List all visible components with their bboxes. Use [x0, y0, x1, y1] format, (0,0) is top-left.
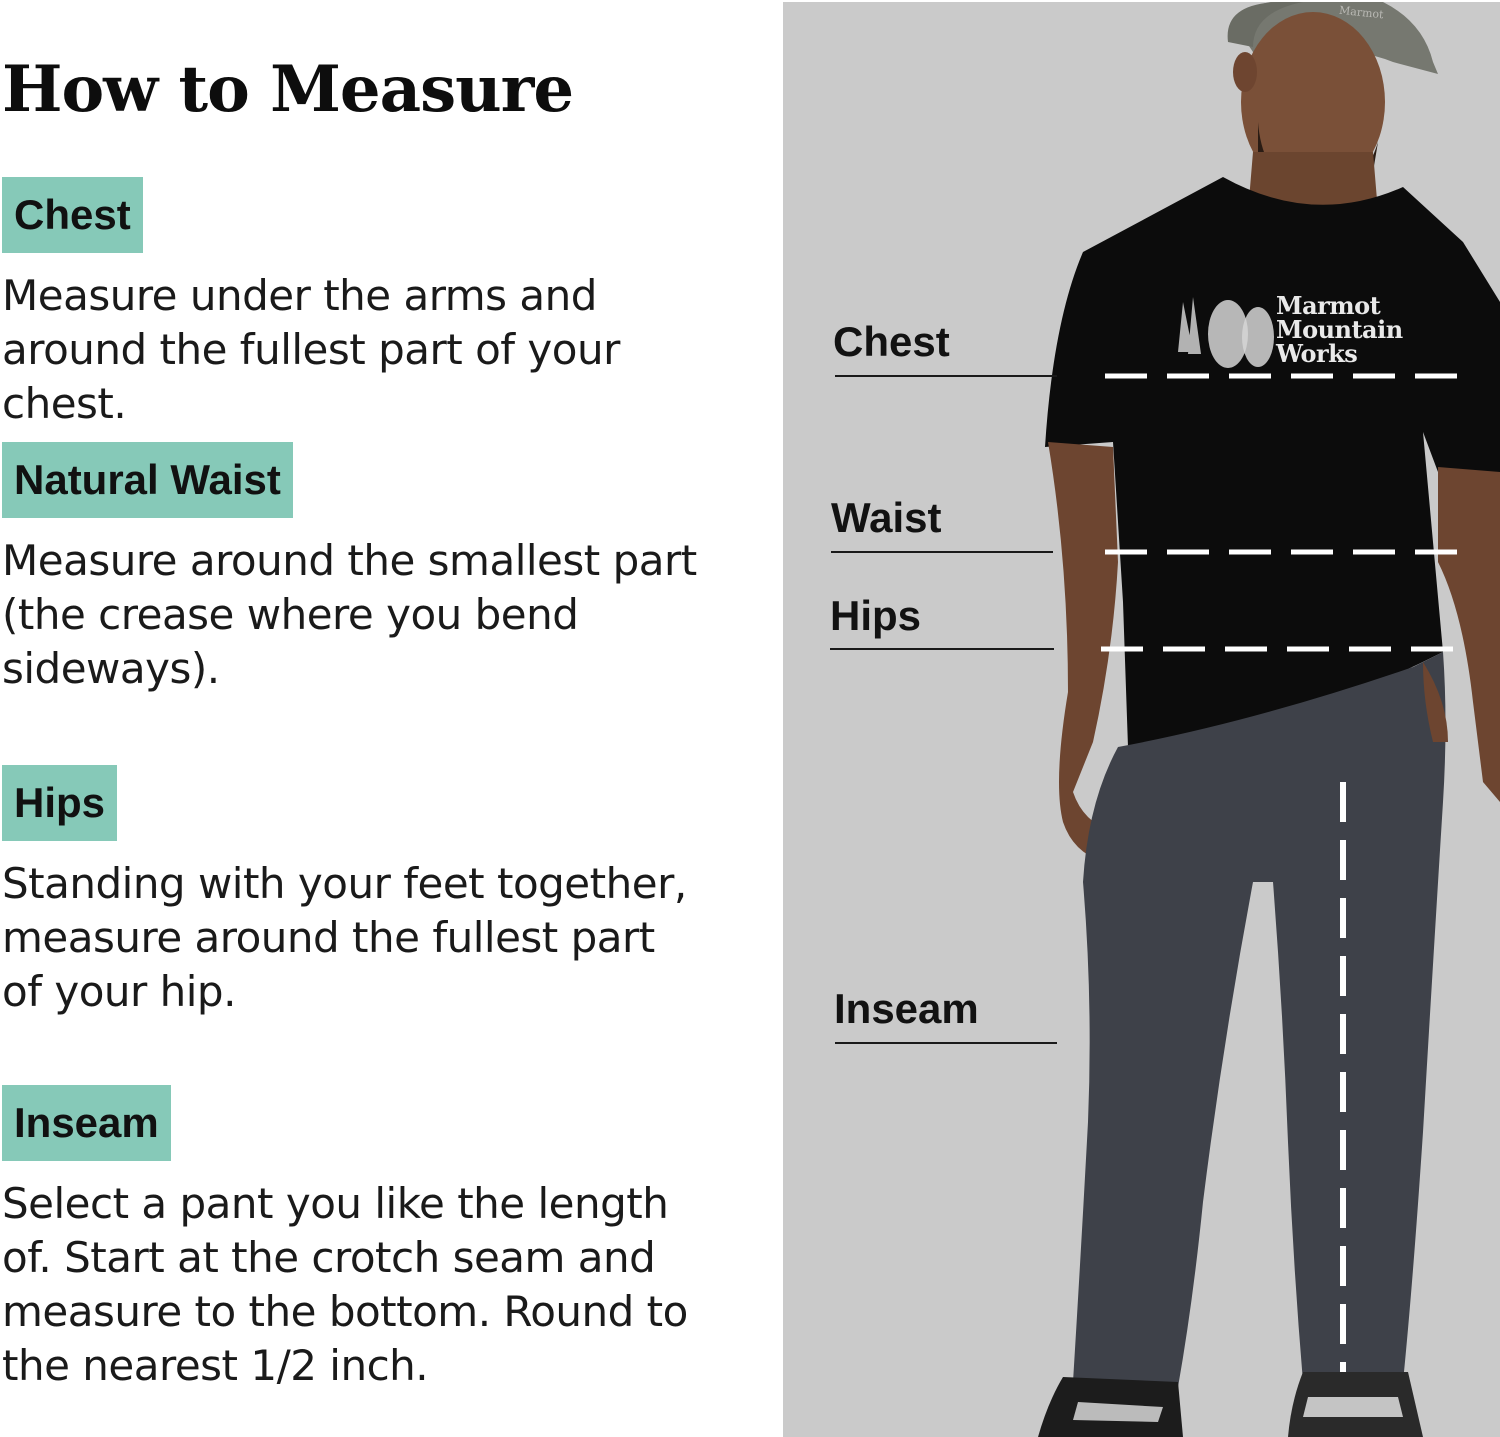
natural-waist-description: Measure around the smallest part (the crease where you bend sideways).	[2, 536, 697, 693]
chest-label-underline	[835, 375, 1057, 377]
chest-description: Measure under the arms and around the fullest part of your chest.	[2, 271, 620, 428]
model-photo-panel	[783, 2, 1500, 1437]
waist-label: Waist	[831, 494, 942, 541]
hips-label-underline	[830, 648, 1054, 650]
section-inseam	[2, 1085, 717, 1393]
cap-logo-text: Marmot	[1338, 3, 1385, 22]
waist-label-underline	[831, 551, 1053, 553]
page-title: How to Measure	[2, 52, 574, 127]
section-chest	[2, 177, 742, 431]
inseam-label-underline	[835, 1042, 1057, 1044]
model-figure-illustration	[783, 2, 1500, 1437]
chest-label: Chest	[833, 318, 950, 365]
natural-waist-heading: Natural Waist	[2, 442, 293, 518]
chest-heading: Chest	[2, 177, 143, 253]
inseam-heading: Inseam	[2, 1085, 171, 1161]
shirt-logo-text: Marmot Mountain Works	[1276, 291, 1403, 368]
section-natural-waist	[2, 442, 702, 696]
inseam-description: Select a pant you like the length of. Start at the crotch seam and measure to the bottom. Round to the nearest 1/2 inch.	[2, 1179, 688, 1390]
inseam-label: Inseam	[834, 985, 979, 1032]
section-hips	[2, 765, 702, 1019]
hips-heading: Hips	[2, 765, 117, 841]
hips-description: Standing with your feet together, measure around the fullest part of your hip.	[2, 859, 687, 1016]
hips-label: Hips	[830, 592, 922, 639]
